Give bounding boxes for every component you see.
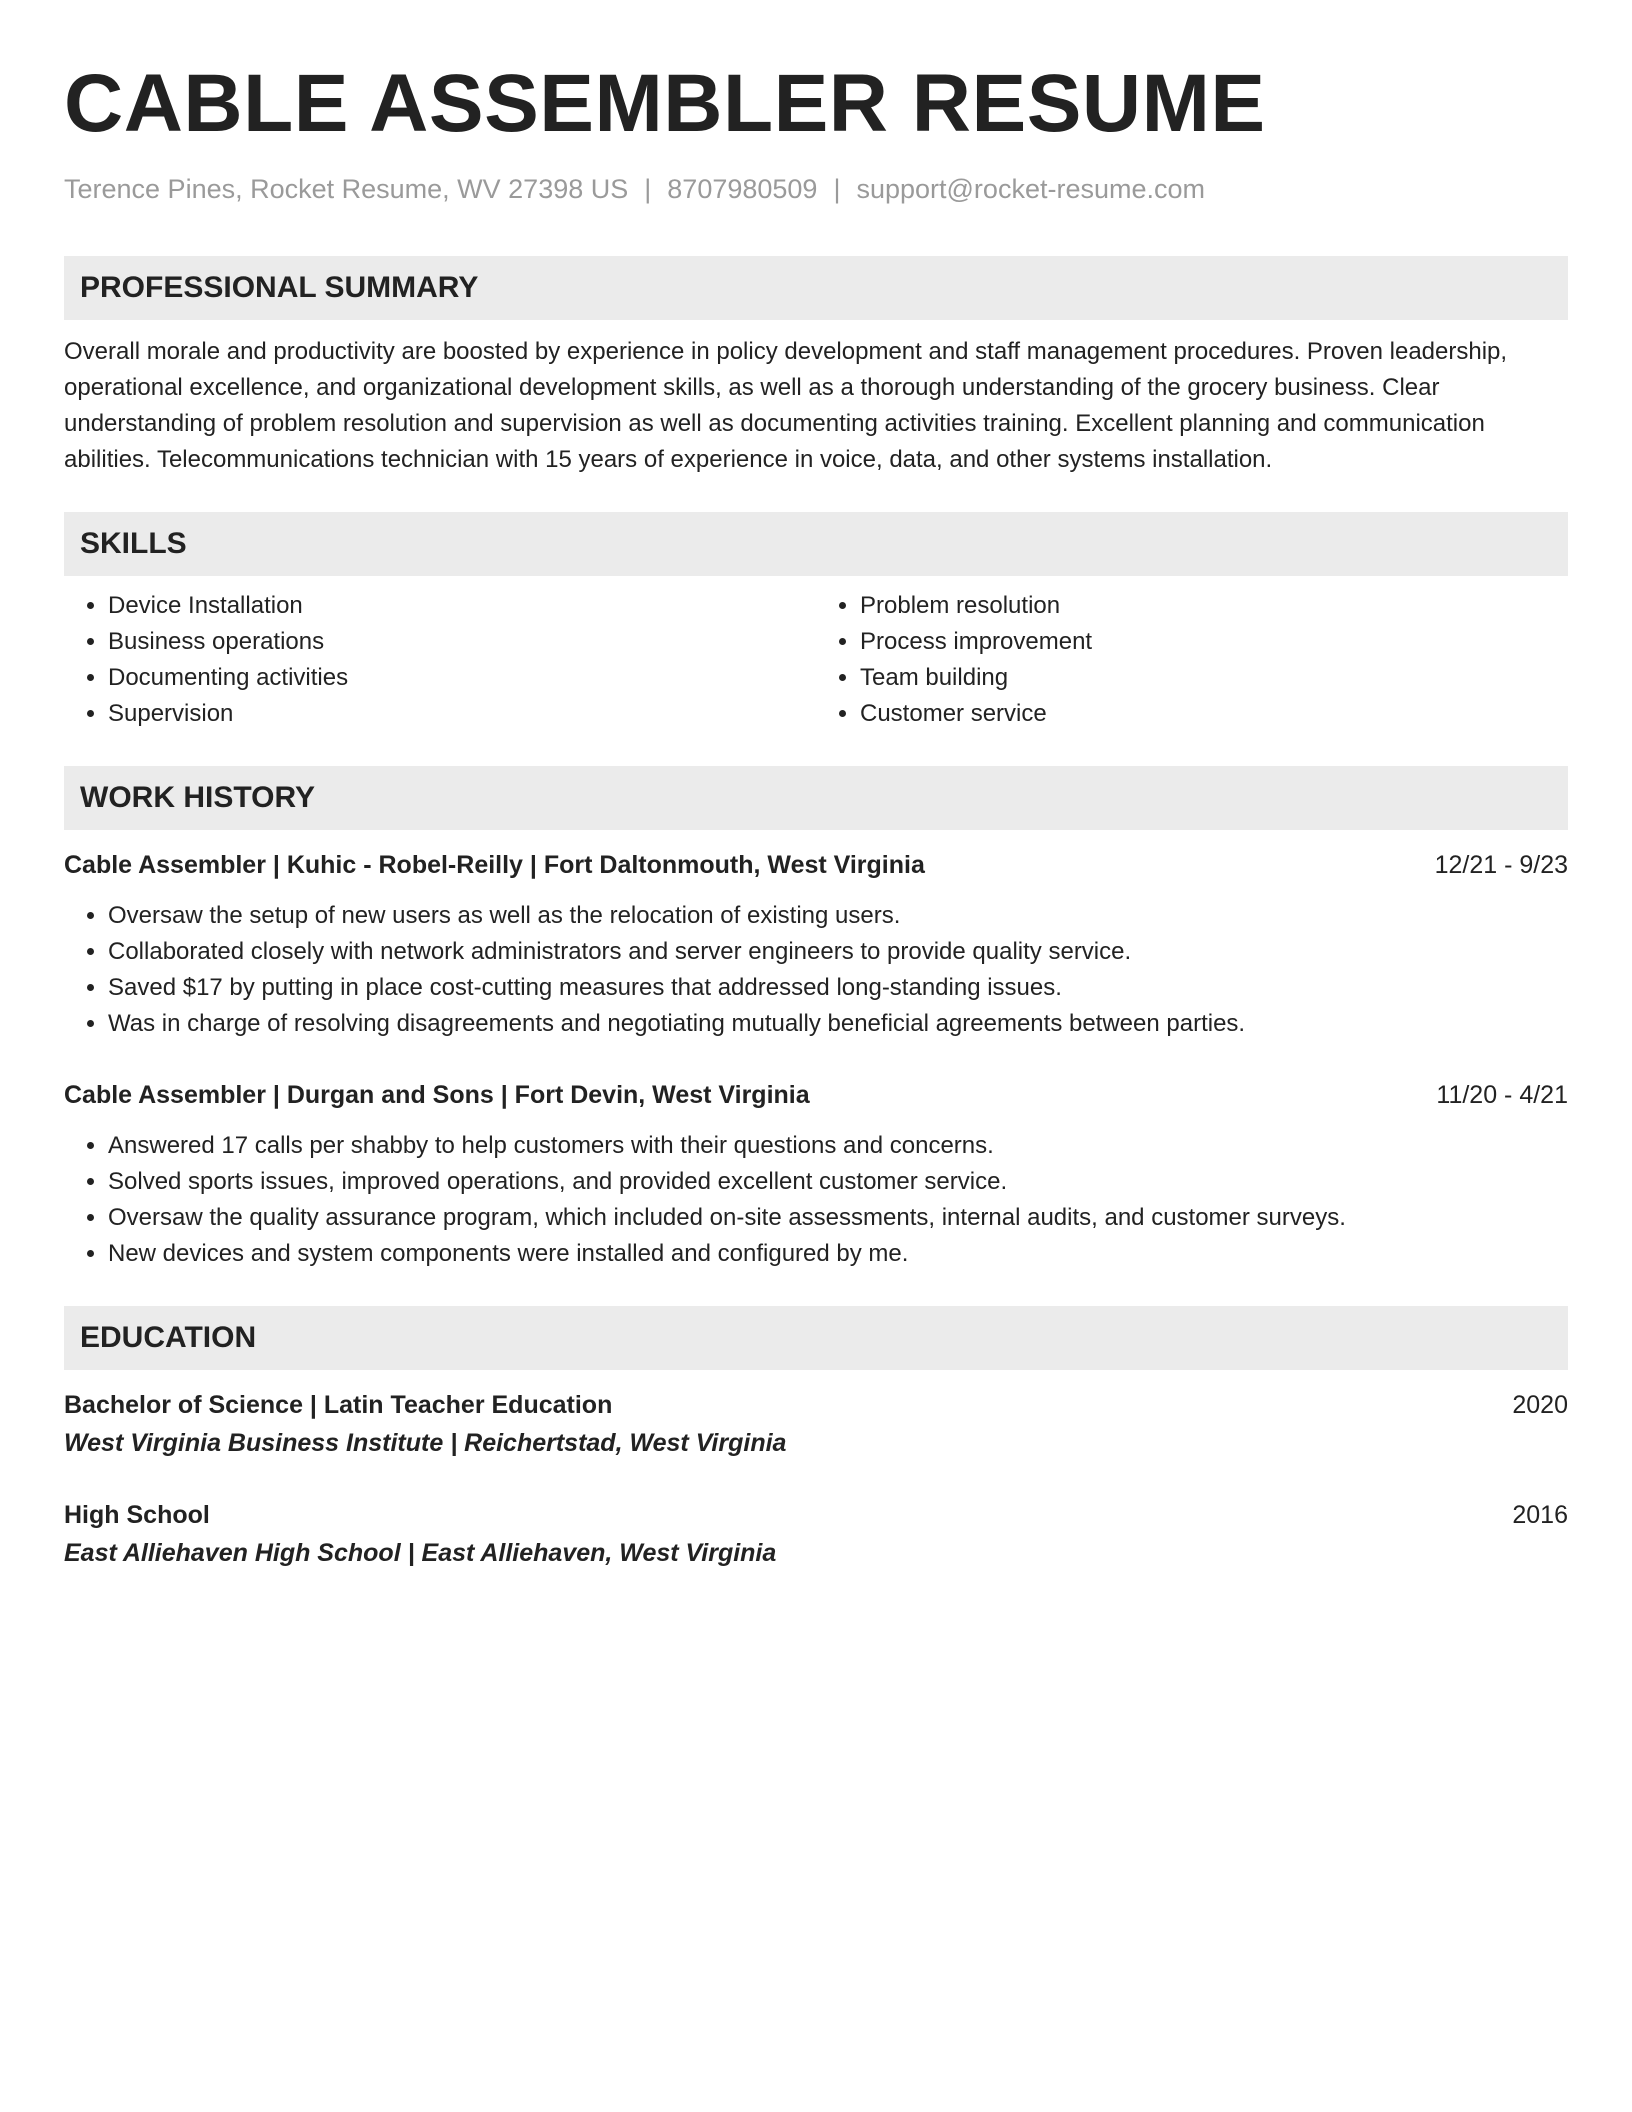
job-header — [64, 848, 1568, 882]
education-school: East Alliehaven High School | East Alliehaven, West Virginia — [64, 1539, 777, 1567]
education-year: 2020 — [1512, 1391, 1568, 1419]
contact-phone: 8707980509 — [667, 174, 818, 204]
job-dates: 12/21 - 9/23 — [1434, 851, 1568, 879]
education-degree: Bachelor of Science | Latin Teacher Education — [64, 1391, 613, 1419]
skill-item: • Documenting activities — [108, 660, 816, 696]
skill-item: • Business operations — [108, 624, 816, 660]
job-bullet: • Saved $17 by putting in place cost-cutting measures that addressed long-standing issues. — [108, 970, 1568, 1006]
job-bullets — [64, 898, 1568, 1042]
job-header — [64, 1078, 1568, 1112]
contact-email: support@rocket-resume.com — [856, 174, 1205, 204]
job-bullet: • New devices and system components were installed and configured by me. — [108, 1236, 1568, 1272]
section-header-education: EDUCATION — [64, 1306, 1568, 1370]
job-bullet: • Oversaw the setup of new users as well as the relocation of existing users. — [108, 898, 1568, 934]
education-year: 2016 — [1512, 1501, 1568, 1529]
job-bullet: • Answered 17 calls per shabby to help customers with their questions and concerns. — [108, 1128, 1568, 1164]
section-header-work-history: WORK HISTORY — [64, 766, 1568, 830]
skills-grid — [64, 588, 1568, 732]
contact-address: Terence Pines, Rocket Resume, WV 27398 US — [64, 174, 629, 204]
contact-separator: | — [833, 174, 841, 204]
job-entry — [64, 848, 1568, 1042]
skills-column-left — [64, 588, 816, 732]
skill-item: • Supervision — [108, 696, 816, 732]
resume-title: CABLE ASSEMBLER RESUME — [64, 58, 1266, 149]
section-header-skills: SKILLS — [64, 512, 1568, 576]
job-bullet: • Was in charge of resolving disagreements and negotiating mutually beneficial agreements between parties. — [108, 1006, 1568, 1042]
job-bullet: • Collaborated closely with network administrators and server engineers to provide quality service. — [108, 934, 1568, 970]
contact-line — [64, 172, 1568, 206]
skill-item: • Process improvement — [860, 624, 1568, 660]
job-bullets — [64, 1128, 1568, 1272]
skill-item: • Problem resolution — [860, 588, 1568, 624]
skill-item: • Customer service — [860, 696, 1568, 732]
job-bullet: • Solved sports issues, improved operations, and provided excellent customer service. — [108, 1164, 1568, 1200]
contact-separator: | — [644, 174, 652, 204]
skill-item: • Team building — [860, 660, 1568, 696]
skills-column-right — [816, 588, 1568, 732]
education-degree: High School — [64, 1501, 210, 1529]
job-title: Cable Assembler | Kuhic - Robel-Reilly | Fort Daltonmouth, West Virginia — [64, 851, 925, 879]
section-header-summary: PROFESSIONAL SUMMARY — [64, 256, 1568, 320]
summary-text: Overall morale and productivity are boosted by experience in policy development and staff management procedures. Proven leadership, operational excellence, and organizational development skills, as well as a thorough understanding of the grocery business. Clear understanding of problem resolution and supervision as well as documenting activities training. Excellent planning and communication abilities. Telecommunications technician with 15 years of experience in voice, data, and other systems installation. — [64, 338, 1508, 473]
education-header — [64, 1388, 1568, 1422]
education-entry — [64, 1498, 1568, 1570]
job-dates: 11/20 - 4/21 — [1436, 1081, 1568, 1109]
job-bullet: • Oversaw the quality assurance program, which included on-site assessments, internal audits, and customer surveys. — [108, 1200, 1568, 1236]
job-title: Cable Assembler | Durgan and Sons | Fort Devin, West Virginia — [64, 1081, 810, 1109]
skill-item: • Device Installation — [108, 588, 816, 624]
education-entry — [64, 1388, 1568, 1460]
job-entry — [64, 1078, 1568, 1272]
education-school: West Virginia Business Institute | Reichertstad, West Virginia — [64, 1429, 787, 1457]
education-header — [64, 1498, 1568, 1532]
